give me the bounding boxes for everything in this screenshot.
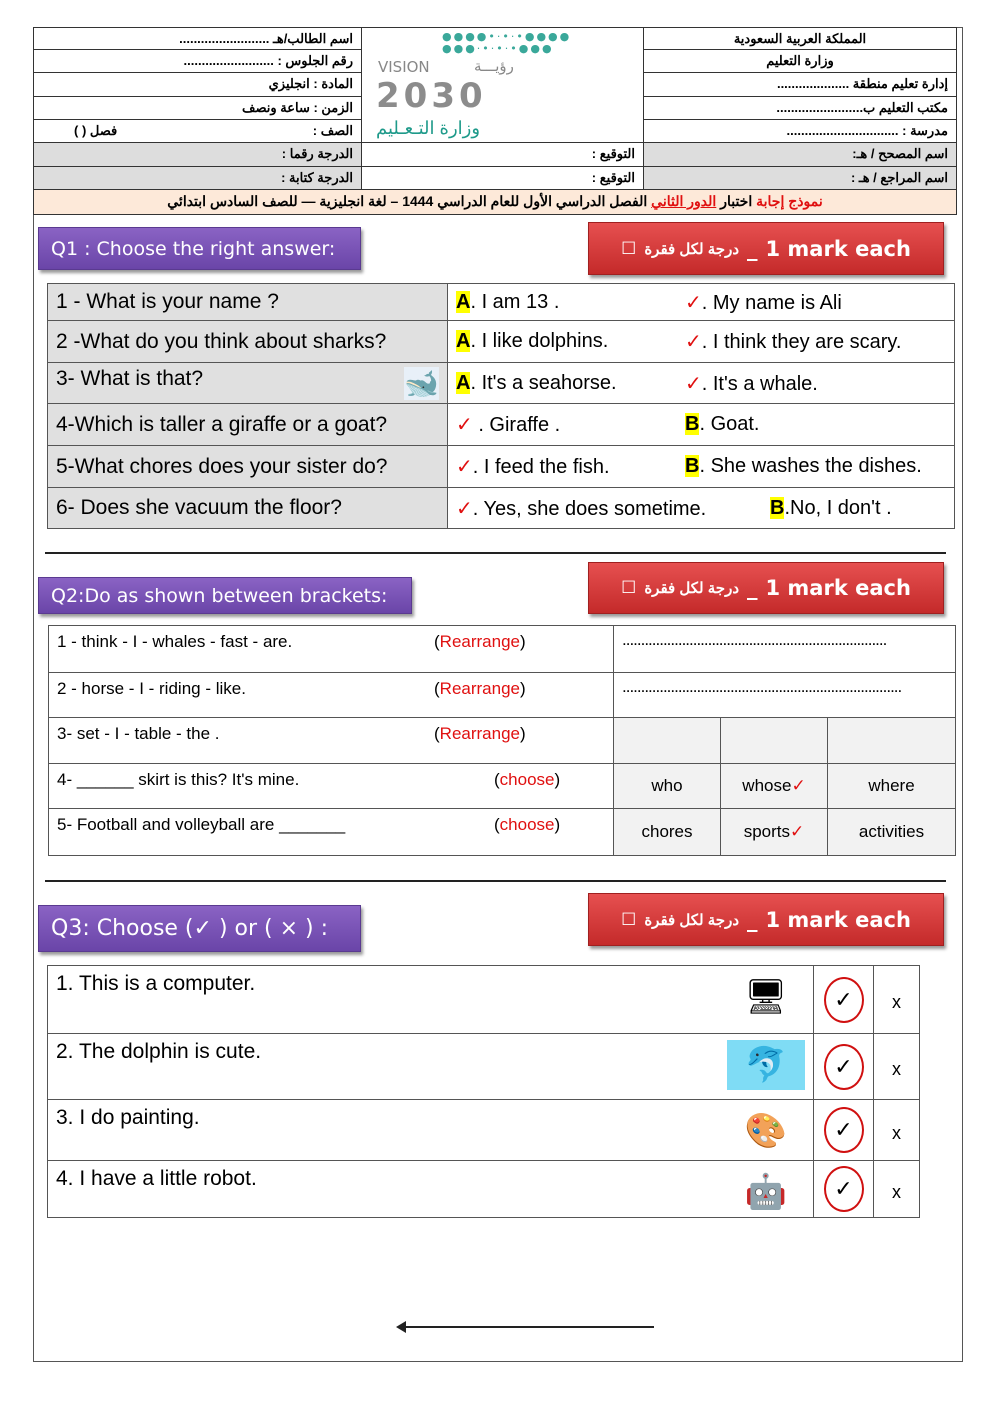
exam-banner: [33, 189, 957, 215]
answer-dots: ...........................................................................: [622, 677, 902, 696]
logo-year: 2030: [376, 76, 487, 116]
statement-text: 3. I do painting.: [56, 1106, 200, 1129]
banner-exam: اختبار: [720, 193, 753, 209]
question-text: 5-What chores does your sister do?: [56, 454, 388, 478]
question-cell: [48, 488, 448, 529]
tick-cell[interactable]: [814, 1100, 874, 1161]
option-a-text: . Yes, she does sometime.: [472, 497, 707, 520]
grade-digits: الدرجة رقما :: [33, 142, 362, 167]
option-b[interactable]: [685, 290, 842, 315]
check-icon: ✓: [685, 291, 702, 314]
statement-cell: [48, 1161, 814, 1218]
q1-row: [48, 404, 955, 446]
question-text: 2 -What do you think about sharks?: [56, 329, 387, 353]
option-b-text: . My name is Ali: [701, 291, 842, 314]
logo-dots: ●●●●•·•·•●●●● ●●●·•·•·•●●●: [442, 30, 572, 55]
instruction-text: Rearrange: [439, 724, 520, 743]
cross-cell[interactable]: [874, 966, 920, 1034]
cross-icon[interactable]: x: [892, 1059, 901, 1079]
choice-option[interactable]: [614, 809, 721, 856]
option-a[interactable]: [456, 412, 671, 437]
checkbox-icon: ☐: [621, 909, 637, 930]
vision-logo: [361, 27, 644, 143]
q3-title: Q3: Choose (✓ ) or ( × ) :: [38, 905, 361, 952]
dolphin-picture: 🐬: [727, 1040, 805, 1090]
choice-text: who: [651, 776, 683, 795]
statement-cell: [48, 966, 814, 1034]
check-icon: ✓: [790, 822, 805, 841]
choice-option[interactable]: [828, 764, 956, 809]
empty-cell: [614, 718, 721, 764]
option-a-text: . I am 13 .: [470, 290, 560, 313]
instruction-text: Rearrange: [439, 679, 520, 698]
school: مدرسة : ...............................: [643, 119, 957, 143]
whale-picture: 🐋: [404, 367, 439, 399]
next-page-arrow: [400, 1326, 654, 1328]
signature-1: التوقيع :: [361, 142, 644, 167]
q3-marks-badge: [588, 893, 944, 946]
choice-option[interactable]: [721, 809, 828, 856]
banner-details: الفصل الدراسي الأول للعام الدراسي 1444 – لغة انجليزية — للصف السادس ابتدائي: [167, 193, 648, 209]
reviewer-name: اسم المراجع / هـ :: [643, 166, 957, 190]
option-b[interactable]: [685, 371, 818, 396]
option-b-text: . Goat.: [699, 413, 760, 435]
q2-row: [49, 718, 956, 764]
choice-text: whose: [742, 776, 792, 795]
marks-ar: درجة لكل فقرة: [644, 240, 739, 258]
instruction: (choose): [494, 815, 561, 834]
signature-2: التوقيع :: [361, 166, 644, 190]
q2-row: [49, 626, 956, 673]
marks-en: 1 mark each: [765, 576, 911, 600]
check-icon: ✓: [456, 414, 473, 436]
prompt-text: 4- ______ skirt is this? It's mine.: [57, 770, 300, 789]
circled-check-icon[interactable]: ✓: [824, 1166, 864, 1212]
answer-line[interactable]: [614, 673, 956, 718]
option-a[interactable]: [456, 496, 756, 521]
q1-row: [48, 363, 955, 404]
question-text: 1 - What is your name ?: [56, 290, 279, 313]
circled-check-icon[interactable]: ✓: [824, 1044, 864, 1090]
section-label: فصل ( ): [74, 123, 118, 138]
option-a-text: . I like dolphins.: [470, 330, 609, 352]
marks-sep: _: [747, 907, 758, 932]
logo-ministry: وزارة التـعـليم: [376, 118, 481, 138]
answer-cell[interactable]: [448, 363, 955, 404]
q3-row: [48, 1100, 920, 1161]
ministry: وزارة التعليم: [643, 49, 957, 73]
prompt-text: 5- Football and volleyball are _______: [57, 815, 346, 834]
option-letter: B: [685, 413, 700, 435]
q2-marks-badge: [588, 562, 944, 614]
q1-row: [48, 488, 955, 529]
duration: الزمن : ساعة ونصف: [33, 96, 362, 120]
q3-row: [48, 1161, 920, 1218]
check-icon: ✓: [685, 331, 702, 353]
choice-option[interactable]: [721, 764, 828, 809]
instruction-text: choose: [499, 770, 555, 789]
answer-cell[interactable]: [448, 284, 955, 321]
corrector-name: اسم المصحح / هـ:: [643, 142, 957, 167]
q3-row: [48, 966, 920, 1034]
option-b[interactable]: [685, 329, 901, 354]
check-icon: ✓: [791, 776, 806, 795]
question-text: 3- What is that?: [56, 366, 204, 390]
q2-table: [48, 625, 956, 856]
instruction: (Rearrange): [434, 679, 526, 698]
divider: [45, 880, 946, 882]
q1-title: Q1 : Choose the right answer:: [38, 227, 361, 270]
question-text: 6- Does she vacuum the floor?: [56, 496, 342, 519]
cross-icon[interactable]: x: [892, 1122, 901, 1143]
q2-title: Q2:Do as shown between brackets:: [38, 577, 412, 614]
tick-cell[interactable]: [814, 1034, 874, 1100]
answer-cell[interactable]: [448, 404, 955, 446]
option-letter: B: [685, 455, 700, 477]
prompt-cell: [49, 718, 614, 764]
question-cell: [48, 446, 448, 488]
choice-option[interactable]: [828, 809, 956, 856]
instruction-text: Rearrange: [439, 632, 520, 651]
option-b-text: . It's a whale.: [701, 372, 818, 395]
option-letter: B: [770, 496, 785, 519]
option-a-text: . It's a seahorse.: [470, 371, 617, 394]
marks-sep: _: [747, 236, 758, 261]
empty-cell: [721, 718, 828, 764]
seat-number: رقم الجلوس : .........................: [33, 49, 362, 73]
computer-picture: 🖥: [744, 978, 788, 1016]
cross-icon[interactable]: x: [892, 1181, 901, 1202]
prompt-text: 3- set - I - table - the .: [57, 724, 220, 743]
subject: المادة : انجليزي: [33, 72, 362, 97]
kingdom: المملكة العربية السعودية: [643, 27, 957, 50]
marks-ar: درجة لكل فقرة: [644, 911, 739, 929]
q1-row: [48, 321, 955, 363]
class-label: الصف :: [312, 123, 353, 138]
option-a[interactable]: [456, 291, 671, 314]
statement-text: 1. This is a computer.: [56, 972, 256, 995]
instruction-text: choose: [499, 815, 555, 834]
option-letter: A: [456, 290, 471, 313]
marks-ar: درجة لكل فقرة: [644, 580, 739, 597]
checkbox-icon: ☐: [621, 578, 637, 598]
banner-second-round: الدور الثاني: [651, 193, 717, 209]
marks-en: 1 mark each: [765, 236, 911, 261]
statement-cell: [48, 1034, 814, 1100]
option-b-text: . She washes the dishes.: [699, 455, 922, 477]
option-b-text: .No, I don't .: [784, 496, 892, 519]
choice-text: sports: [743, 822, 791, 841]
class-row: [33, 119, 362, 143]
statement-text: 4. I have a little robot.: [56, 1167, 257, 1190]
question-cell: [48, 363, 448, 404]
choice-text: activities: [858, 822, 925, 841]
statement-cell: [48, 1100, 814, 1161]
option-b-text: . I think they are scary.: [701, 331, 902, 353]
tick-cell[interactable]: [814, 1161, 874, 1218]
q2-row: [49, 673, 956, 718]
arrow-left-icon: [396, 1321, 406, 1333]
option-letter: A: [456, 371, 471, 394]
check-icon: ✓: [685, 372, 702, 395]
answer-cell[interactable]: [448, 488, 955, 529]
cross-cell[interactable]: [874, 1161, 920, 1218]
question-cell: [48, 404, 448, 446]
option-a-text: . I feed the fish.: [472, 456, 610, 478]
choice-text: where: [868, 776, 915, 795]
answer-cell[interactable]: [448, 446, 955, 488]
cross-icon[interactable]: x: [892, 992, 901, 1012]
q1-table: [47, 283, 955, 529]
q3-row: [48, 1034, 920, 1100]
cross-cell[interactable]: [874, 1100, 920, 1161]
region: إدارة تعليم منطقة ....................: [643, 72, 957, 97]
prompt-cell: [49, 809, 614, 856]
answer-cell[interactable]: [448, 321, 955, 363]
q2-row: [49, 764, 956, 809]
choice-option[interactable]: [614, 764, 721, 809]
circled-check-icon[interactable]: ✓: [824, 1107, 864, 1153]
option-a[interactable]: [456, 330, 671, 353]
painting-picture: 🎨: [744, 1112, 788, 1150]
check-icon: ✓: [456, 456, 473, 478]
question-cell: [48, 321, 448, 363]
q1-row: [48, 446, 955, 488]
prompt-text: 1 - think - I - whales - fast - are.: [57, 632, 293, 651]
option-a-text: . Giraffe .: [472, 414, 561, 436]
option-b[interactable]: [770, 497, 892, 520]
q1-row: [48, 284, 955, 321]
instruction: (choose): [494, 770, 561, 789]
option-b[interactable]: [685, 413, 759, 436]
prompt-cell: [49, 626, 614, 673]
option-b[interactable]: [685, 455, 922, 478]
office: مكتب التعليم ب........................: [643, 96, 957, 120]
instruction: (Rearrange): [434, 724, 526, 743]
q2-row: [49, 809, 956, 856]
grade-words: الدرجة كتابة :: [33, 166, 362, 190]
option-letter: A: [456, 330, 471, 352]
prompt-text: 2 - horse - I - riding - like.: [57, 679, 246, 698]
logo-vision: VISION: [378, 58, 430, 76]
marks-sep: _: [747, 576, 758, 600]
question-cell: [48, 284, 448, 321]
answer-dots: .......................................................................: [622, 630, 887, 649]
option-a[interactable]: [456, 372, 671, 395]
tick-cell[interactable]: [814, 966, 874, 1034]
q3-table: [47, 965, 920, 1218]
checkbox-icon: ☐: [621, 238, 637, 259]
robot-picture: 🤖: [744, 1173, 788, 1211]
marks-en: 1 mark each: [765, 907, 911, 932]
divider: [45, 552, 946, 554]
option-a[interactable]: [456, 454, 671, 479]
q1-marks-badge: [588, 222, 944, 275]
check-icon: ✓: [456, 497, 473, 520]
instruction: (Rearrange): [434, 632, 526, 651]
circled-check-icon[interactable]: ✓: [824, 977, 864, 1023]
student-name: اسم الطالب/هـ .........................: [33, 27, 362, 50]
empty-cell: [828, 718, 956, 764]
cross-cell[interactable]: [874, 1034, 920, 1100]
answer-line[interactable]: [614, 626, 956, 673]
statement-text: 2. The dolphin is cute.: [56, 1040, 262, 1063]
choice-text: chores: [641, 822, 693, 841]
banner-answer-model: نموذج إجابة: [756, 193, 823, 209]
question-text: 4-Which is taller a giraffe or a goat?: [56, 412, 388, 436]
prompt-cell: [49, 764, 614, 809]
prompt-cell: [49, 673, 614, 718]
logo-vision-ar: رؤيـــة: [474, 58, 514, 75]
